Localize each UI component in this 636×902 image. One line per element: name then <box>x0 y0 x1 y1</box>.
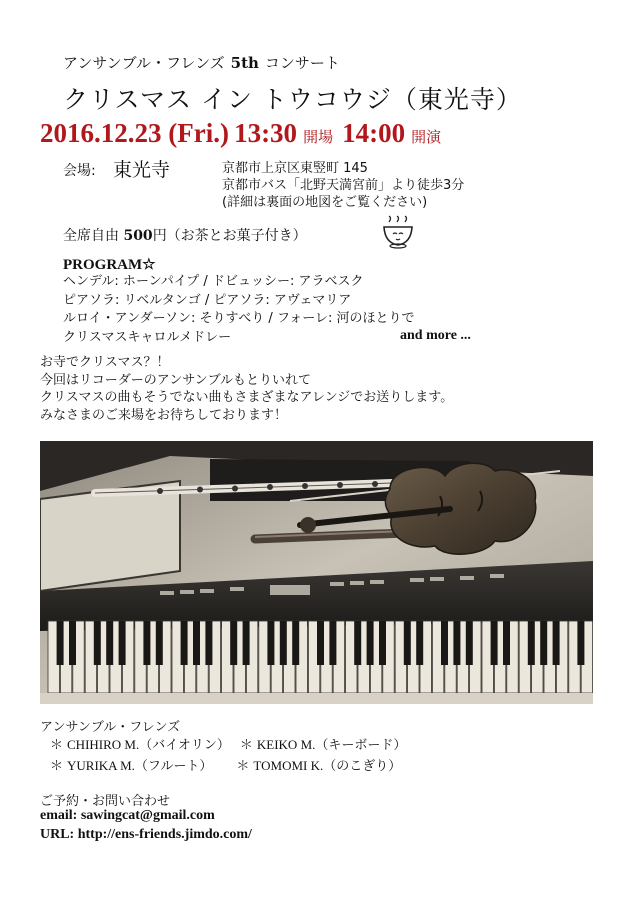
venue-name: 東光寺 <box>113 159 171 181</box>
program-item: ピアソラ: リベルタンゴ / ピアソラ: アヴェマリア <box>63 292 352 308</box>
asterisk-icon: ＊ <box>50 759 64 774</box>
member-part: （キーボード） <box>315 738 407 753</box>
program-item: ルロイ・アンダーソン: そりすべり / フォーレ: 河のほとりで <box>63 311 415 326</box>
program-item: クリスマスキャロルメドレー <box>63 329 232 345</box>
program-heading: PROGRAM☆ <box>63 257 156 273</box>
asterisk-icon: ＊ <box>236 759 250 774</box>
member <box>230 735 407 756</box>
member-name: YURIKA M. <box>67 758 135 773</box>
member-list <box>40 735 406 777</box>
venue-access: 京都市バス「北野天満宮前」より徒歩3分 <box>222 178 465 193</box>
venue-label: 会場: <box>63 163 96 179</box>
concert-ordinal: 5th <box>230 54 259 72</box>
program-and-more: and more ... <box>400 328 471 343</box>
open-label: 開場 <box>303 128 334 146</box>
member-name: CHIHIRO M. <box>67 737 140 752</box>
program-list <box>63 273 415 347</box>
start-time: 14:00 <box>342 118 406 148</box>
message-line: 今回はリコーダーのアンサンブルもとりいれて <box>40 372 312 388</box>
event-date: 2016.12.23 (Fri.) <box>40 118 229 148</box>
message-line: みなさまのご来場をお待ちしております！ <box>40 407 288 423</box>
member-part: （フルート） <box>134 759 213 774</box>
program-item: ヘンデル: ホーンパイプ / ドビュッシー: アラベスク <box>63 274 364 289</box>
member-name: KEIKO M. <box>256 737 316 752</box>
member <box>226 756 401 777</box>
asterisk-icon: ＊ <box>239 738 253 753</box>
venue-details <box>222 160 464 211</box>
member-part: （のこぎり） <box>323 759 402 774</box>
asterisk-icon: ＊ <box>50 738 64 753</box>
start-label: 開演 <box>411 128 442 146</box>
member <box>40 756 212 777</box>
invitation-message <box>40 354 453 424</box>
admission-info <box>63 225 307 245</box>
contact-heading: ご予約・お問い合わせ <box>40 794 171 809</box>
instruments-photo <box>40 441 593 704</box>
member-part: （バイオリン） <box>139 738 230 753</box>
concert-subtitle <box>63 52 340 73</box>
venue-address: 京都市上京区東竪町 145 <box>222 161 368 176</box>
member-row <box>40 735 406 756</box>
member-name: TOMOMI K. <box>253 758 324 773</box>
ensemble-name-subtitle: アンサンブル・フレンズ <box>63 54 225 72</box>
tea-cup-icon <box>380 215 416 249</box>
concert-label: コンサート <box>264 54 340 72</box>
admission-price: 500 <box>123 228 153 244</box>
message-line: お寺でクリスマス？！ <box>40 355 170 370</box>
contact-url[interactable]: URL: http://ens-friends.jimdo.com/ <box>40 827 252 842</box>
concert-title: クリスマス イン トウコウジ（東光寺） <box>63 85 522 114</box>
venue-note: (詳細は裏面の地図をご覧ください) <box>222 195 428 210</box>
member <box>40 735 230 756</box>
open-time: 13:30 <box>234 118 298 148</box>
seating-label: 全席自由 <box>63 228 119 244</box>
ensemble-name: アンサンブル・フレンズ <box>40 720 181 735</box>
contact-email[interactable]: email: sawingcat@gmail.com <box>40 808 215 823</box>
member-row <box>40 756 406 777</box>
event-datetime <box>40 118 450 149</box>
admission-unit: 円（お茶とお菓子付き） <box>152 228 307 244</box>
message-line: クリスマスの曲もそうでない曲もさまざまなアレンジでお送りします。 <box>40 390 454 405</box>
